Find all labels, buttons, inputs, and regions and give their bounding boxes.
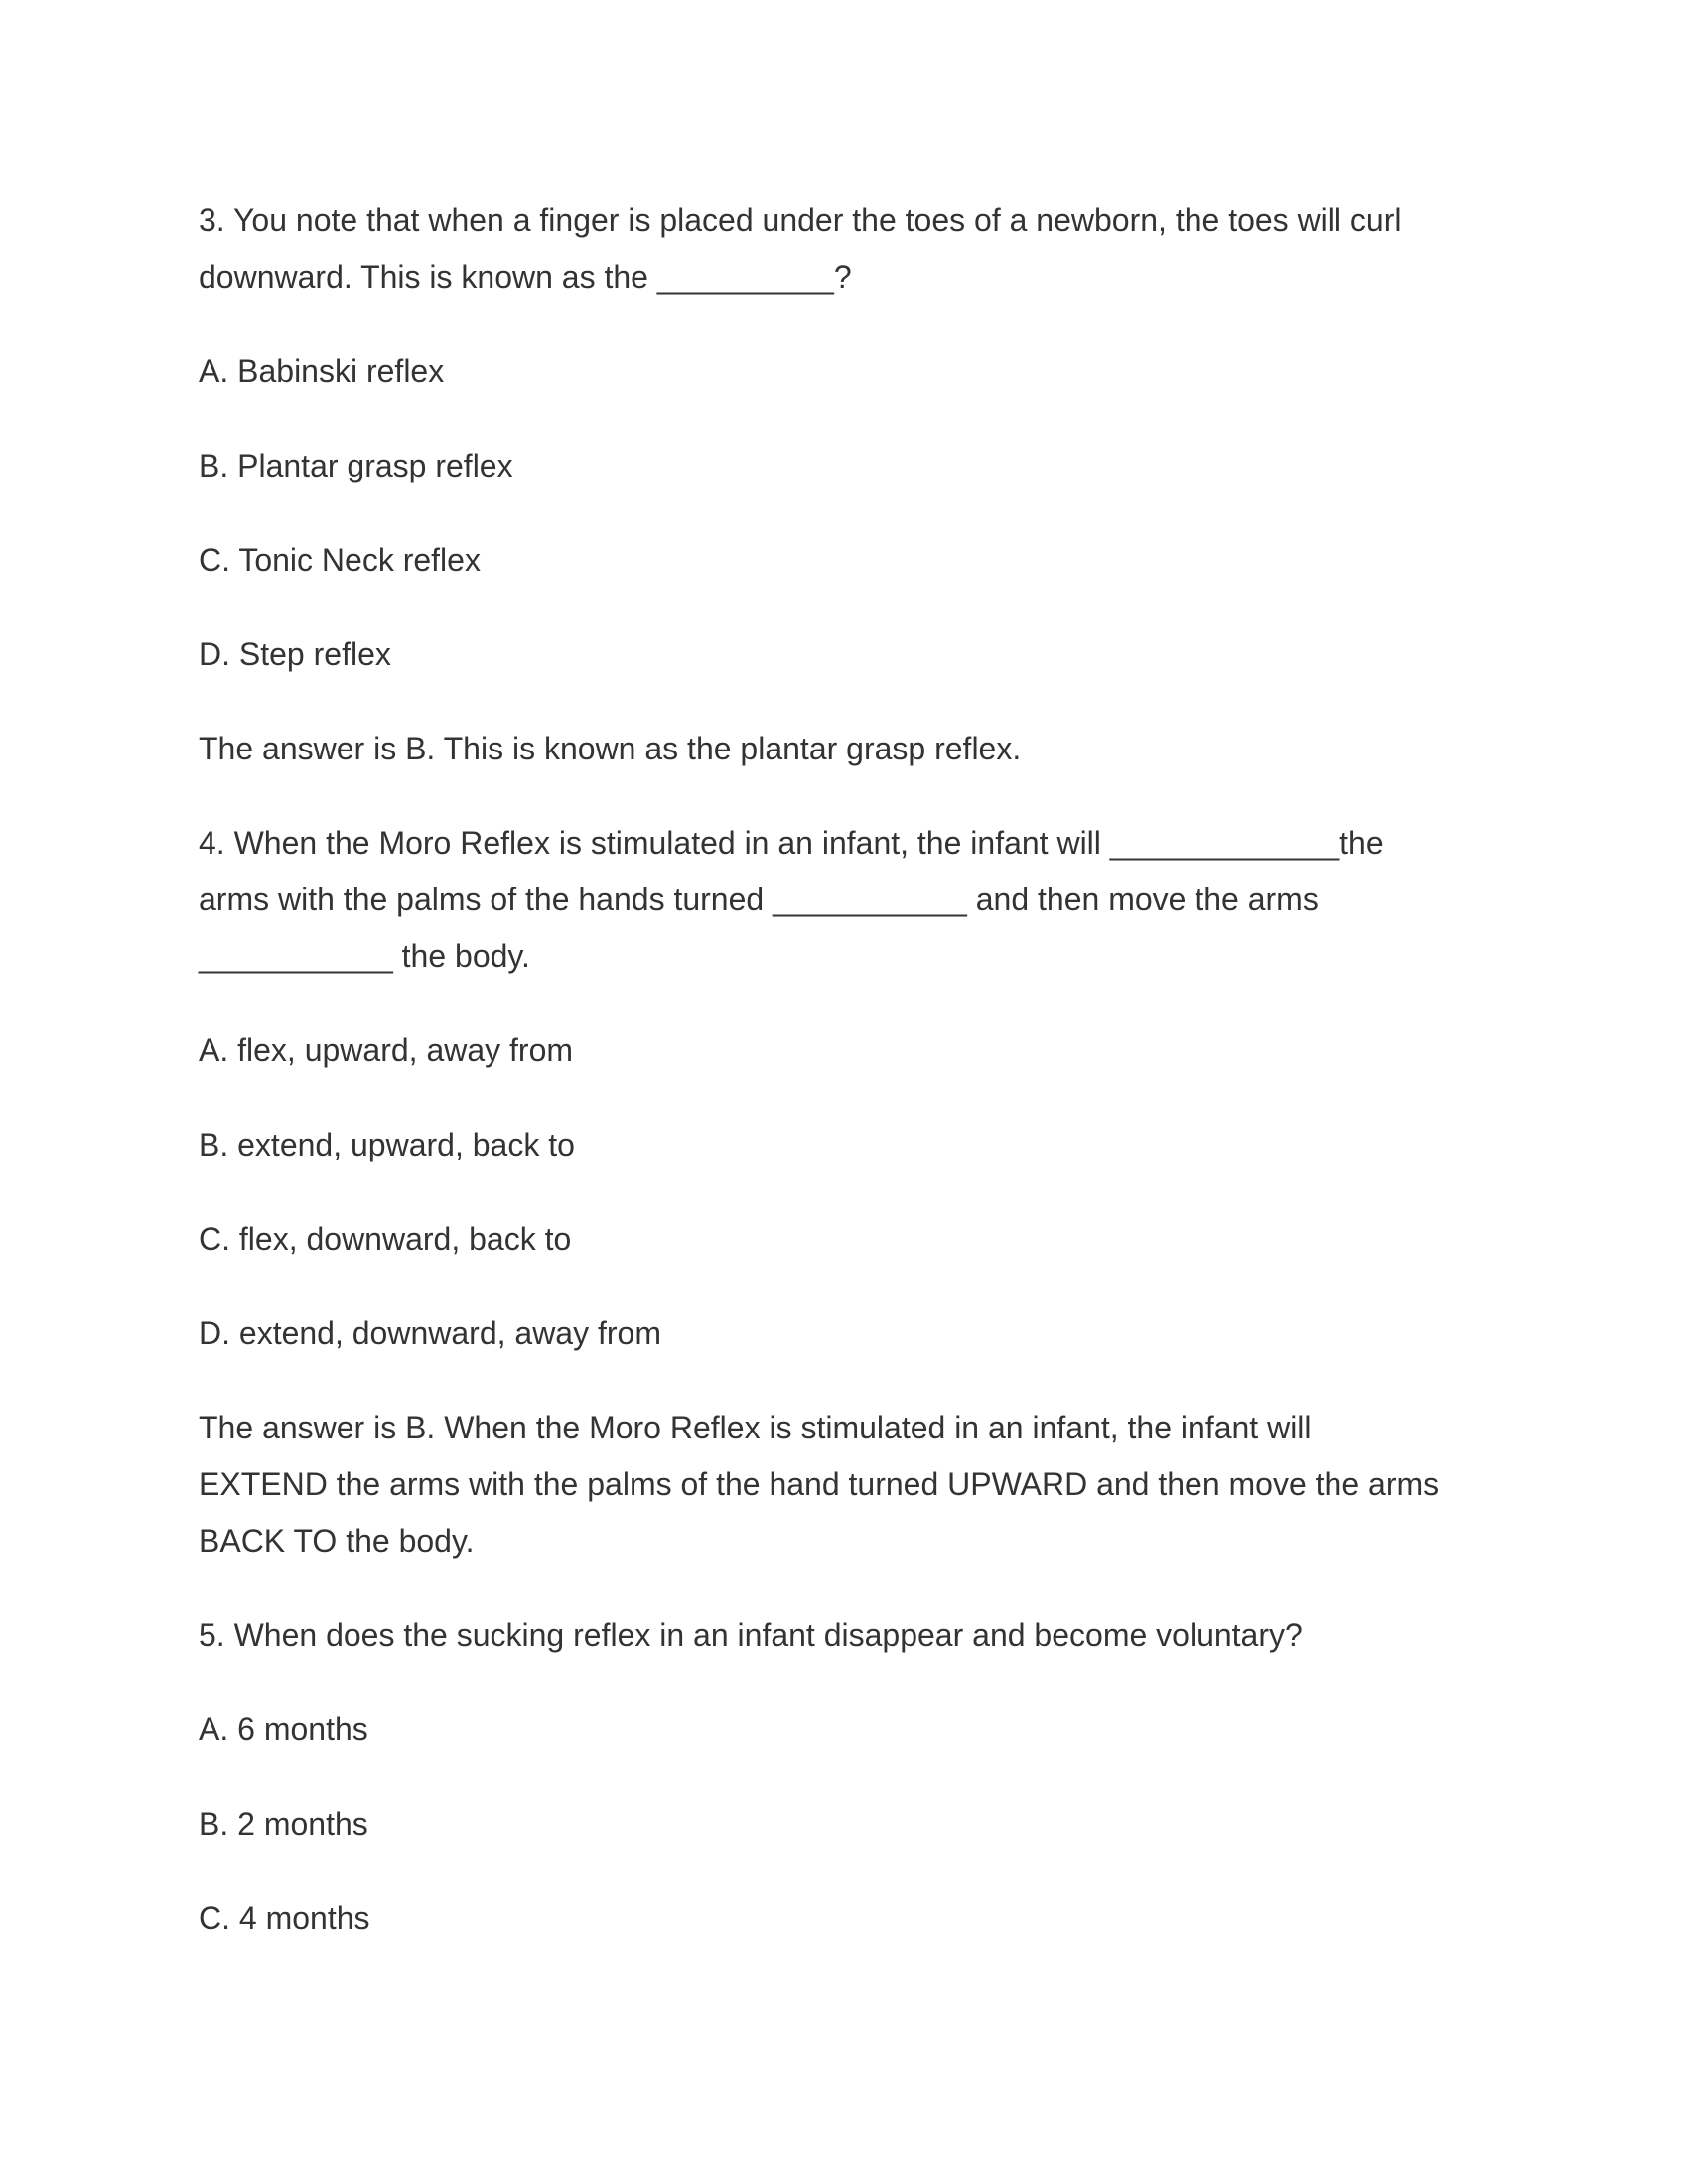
question-stem: 4. When the Moro Reflex is stimulated in an infant, the infant will _____________the arms with the palms of the hands turned ___________ and then move the arms ___________ the body. (199, 825, 1393, 974)
answer-option-a: A. 6 months (199, 1711, 368, 1747)
answer-option-d: D. extend, downward, away from (199, 1315, 661, 1351)
question-5 (199, 1607, 1489, 1947)
answer-option-c: C. Tonic Neck reflex (199, 542, 481, 578)
answer-option-d: D. Step reflex (199, 636, 391, 672)
answer-option-b: B. 2 months (199, 1806, 368, 1842)
answer-option-c: C. flex, downward, back to (199, 1221, 572, 1257)
answer-explanation: The answer is B. This is known as the plantar grasp reflex. (199, 731, 1022, 766)
document-page (199, 193, 1489, 1984)
answer-explanation: The answer is B. When the Moro Reflex is stimulated in an infant, the infant will EXTEND the arms with the palms of the hand turned UPWARD and then move the arms BACK TO the body. (199, 1410, 1449, 1559)
answer-option-a: A. flex, upward, away from (199, 1032, 574, 1068)
question-stem: 3. You note that when a finger is placed under the toes of a newborn, the toes will curl downward. This is known as the __________? (199, 203, 1411, 295)
answer-option-a: A. Babinski reflex (199, 353, 445, 389)
answer-option-b: B. Plantar grasp reflex (199, 448, 513, 483)
answer-option-c: C. 4 months (199, 1900, 370, 1936)
question-3 (199, 193, 1489, 777)
question-stem: 5. When does the sucking reflex in an infant disappear and become voluntary? (199, 1617, 1303, 1653)
question-4 (199, 815, 1489, 1570)
answer-option-b: B. extend, upward, back to (199, 1127, 575, 1162)
